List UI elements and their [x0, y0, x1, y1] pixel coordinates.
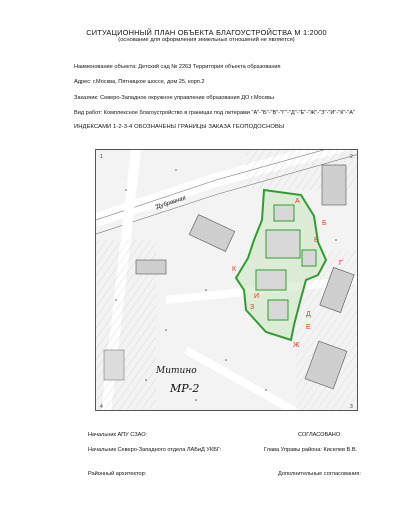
- boundary-letter-d: Д: [306, 311, 311, 318]
- additional-approvals: Дополнительные согласования:: [278, 471, 361, 477]
- street-label: Дубравная: [155, 195, 187, 211]
- boundary-letter-a: А: [295, 198, 300, 205]
- signature-head: Глава Управы района: Киселев В.В.: [264, 447, 358, 453]
- page-title: СИТУАЦИОННЫЙ ПЛАН ОБЪЕКТА БЛАГОУСТРОЙСТВА М 1:2000: [86, 28, 327, 37]
- svg-text:1: 1: [100, 154, 103, 160]
- boundary-letter-z: З: [250, 304, 255, 311]
- svg-text:3: 3: [350, 404, 353, 410]
- svg-text:4: 4: [100, 404, 103, 410]
- signature-apu: Начальник АПУ СЗАО:: [88, 432, 148, 438]
- district-label-mr: МР-2: [170, 382, 200, 395]
- signature-architect: Районный архитектор:: [88, 471, 147, 477]
- boundary-letter-g: Г: [339, 260, 343, 267]
- work-type-field: Вид работ: Комплексное благоустройство в границах под литерами "А"-"Б"-"В"-"Г"-"Д"-"Е"-"Ж"-"З"-"И"-"К"-"А": [74, 110, 356, 116]
- signature-labid: Начальник Северо-Западного отдела ЛАБиД УКБГ:: [88, 447, 222, 453]
- boundary-letter-v: В: [314, 237, 319, 244]
- index-note: ИНДЕКСАМИ 1-2-3-4 ОБОЗНАЧЕНЫ ГРАНИЦЫ ЗАКАЗА ГЕОПОДОСНОВЫ: [74, 124, 285, 130]
- object-name-field: Наименование объекта: Детский сад № 2263 Территория объекта образования: [74, 64, 281, 70]
- page-subtitle: (основание для оформления земельных отношений не является): [118, 37, 295, 43]
- agreed-heading: СОГЛАСОВАНО:: [298, 432, 342, 438]
- customer-field: Заказчик: Северо-Западное окружное управление образования ДО г.Москвы: [74, 95, 274, 101]
- boundary-letter-zh: Ж: [293, 342, 300, 349]
- map-drawing: [96, 150, 358, 411]
- boundary-letter-i: И: [254, 293, 260, 300]
- boundary-letter-k: К: [232, 266, 237, 273]
- svg-text:2: 2: [350, 154, 353, 160]
- address-field: Адрес: г.Москва, Пятницкое шоссе, дом 25, корп.2: [74, 79, 205, 85]
- boundary-letter-b: Б: [322, 220, 327, 227]
- situation-map: [95, 149, 358, 411]
- district-label: Митино: [156, 366, 197, 376]
- boundary-letter-e: Е: [306, 324, 311, 331]
